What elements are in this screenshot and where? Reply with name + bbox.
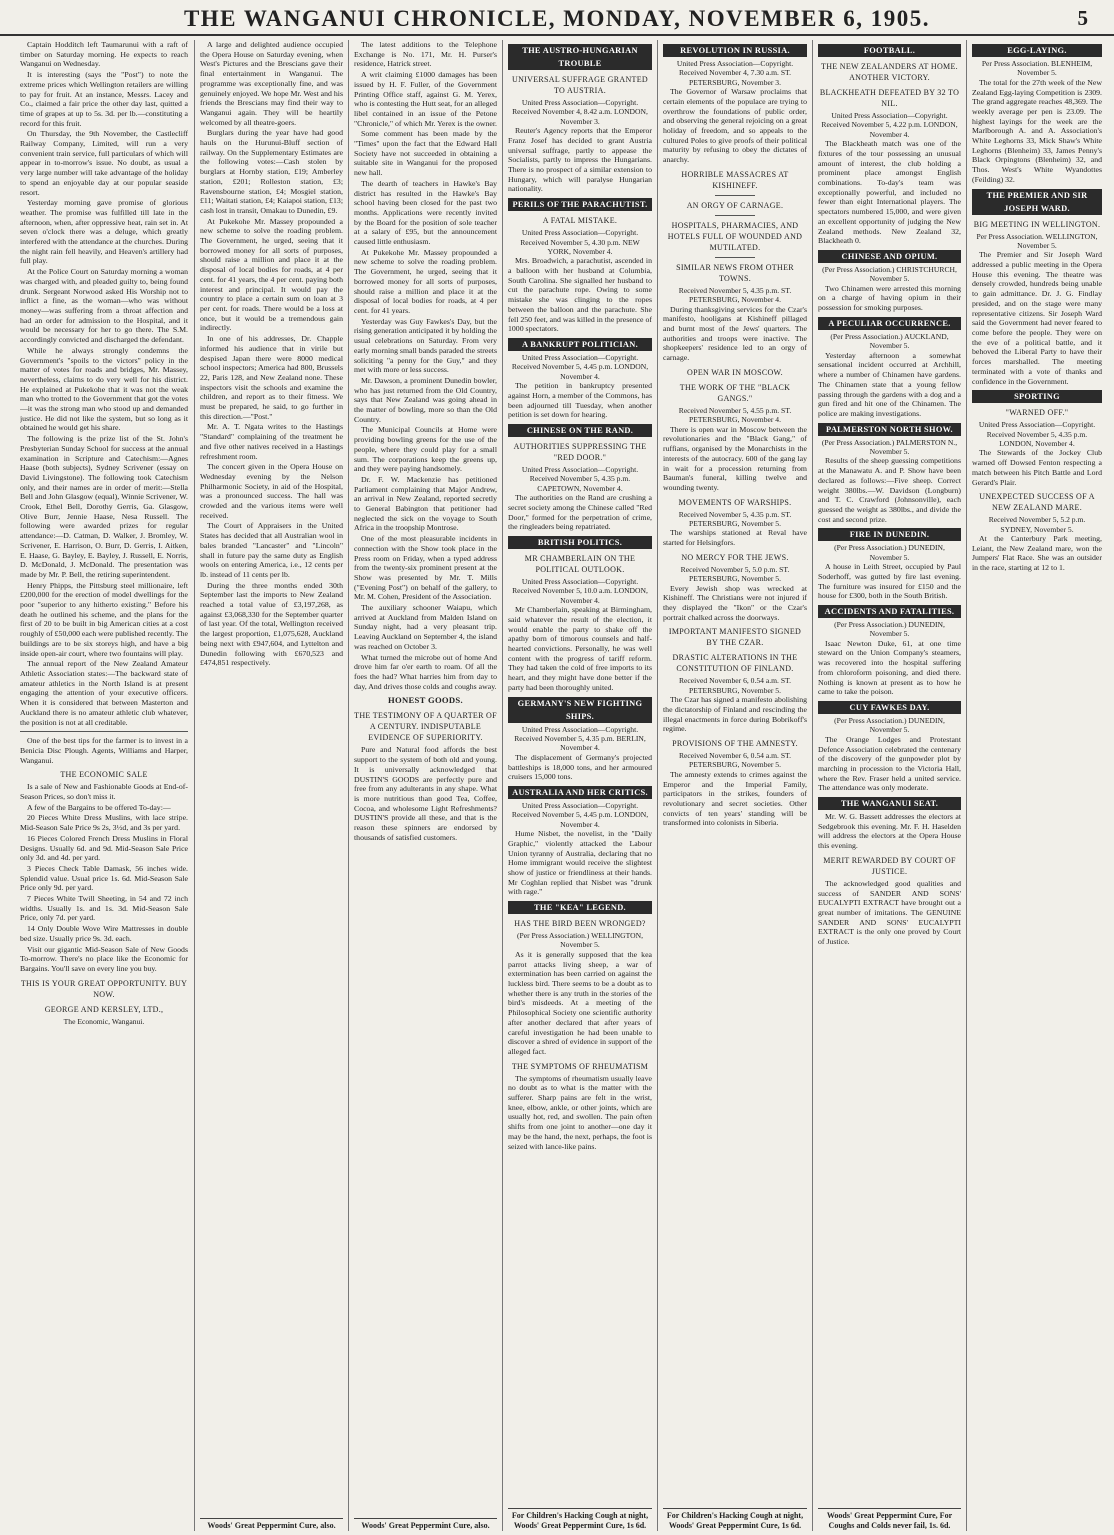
paragraph: Mr. A. T. Ngata writes to the Hastings "Standard" complaining of the treatment he and five other natives received in a Hastings refreshment room. xyxy=(200,422,343,461)
paragraph: Henry Phipps, the Pittsburg steel millionaire, left £200,000 for the erection of model dwellings for the poor "superior to any hitherto existing." Before his death he outlined his scheme, and the plans for the first of 20 to be built in big American cities at a cost roughly of £50,000 each were published recently. The buildings are to be six storeys high, and have a big inside open-air court, where two fountains will play. xyxy=(20,580,188,658)
column-5 xyxy=(663,40,807,1531)
article xyxy=(818,317,961,419)
honest-subheading: THE TESTIMONY OF A QUARTER OF A CENTURY. INDISPUTABLE EVIDENCE OF SUPERIORITY. xyxy=(354,711,497,743)
section-subheading: THE SYMPTOMS OF RHEUMATISM xyxy=(511,1061,649,1071)
paragraph: While he always strongly condemns the Government's "spoils to the victors" policy in the matter of votes for roads and bridges, Mr. Massey, nevertheless, claims to do very well for his district. He explained at Pukekohe that it was not the weak man who trotted to the Government that got the votes—it was the strong man who stood up and demanded justice. He did not like the system, but so long as it obtained he would get his share. xyxy=(20,345,188,433)
article xyxy=(818,423,961,525)
column-1 xyxy=(20,40,188,1531)
paragraph: Dr. F. W. Mackenzie has petitioned Parliament complaining that Major Andrew, an arrival in New Zealand, reported secretly to General Babington that petitioner had neglected the sick on the voyage to South Africa in the troopship Montrose. xyxy=(354,474,497,533)
article xyxy=(818,701,961,793)
section-subheading: IMPORTANT MANIFESTO SIGNED BY THE CZAR. xyxy=(668,627,802,648)
paragraph: Is a sale of New and Fashionable Goods at End-of-Season Prices, so don't miss it. xyxy=(20,782,188,802)
section-subheading: DRASTIC ALTERATIONS IN THE CONSTITUTION OF FINLAND. xyxy=(672,653,798,674)
dateline: Received November 6, 0.54 a.m. ST. PETERSBURG, November 5. xyxy=(678,676,792,695)
dateline: (Per Press Association.) DUNEDIN, November 5. xyxy=(834,543,945,562)
newspaper-page xyxy=(20,40,1102,1531)
column-rule xyxy=(194,40,195,1531)
article-text: During thanksgiving services for the Czar's manifesto, hooligans at Kishineff pillaged and burnt most of the Jews' quarters. The authorities and troops were inactive. The shopkeepers' residence led to an orgy of carnage. xyxy=(663,304,807,363)
article xyxy=(663,738,807,828)
column-7 xyxy=(972,40,1102,1531)
dateline: (Per Press Association.) CHRISTCHURCH, November 5. xyxy=(822,264,957,284)
dateline: (Per Press Association.) WELLINGTON, November 5. xyxy=(516,931,644,950)
paragraph: Some comment has been made by the "Times" upon the fact that the Edward Hall Society have not succeeded in obtaining a suitable site in Wanganui for the proposed new hall. xyxy=(354,129,497,178)
section-heading: THE PREMIER AND SIR JOSEPH WARD. xyxy=(972,189,1102,215)
article-text: The symptoms of rheumatism usually leave no doubt as to what is the matter with the sufferer. Sharp pains are felt in the wrist, knee, elbow, ankle, or other joints, which are usually hot, red, and swollen. The pain often shifts from one joint to another—one day it may be the hand, the next, perhaps, the foot is seized with lance-like pains. xyxy=(508,1073,652,1151)
article xyxy=(818,855,961,947)
article xyxy=(508,338,652,420)
paragraph: 16 Pieces Colored French Dress Muslins in Floral Designs. Usually 6d. and 9d. Mid-Season Sale Price only 3d. and 4d. per yard. xyxy=(20,833,188,863)
paragraph: The concert given in the Opera House on Wednesday evening by the Nelson Philharmonic Society, in aid of the Hospital, was a pronounced success. The hall was crowded and the various items were well received. xyxy=(200,462,343,520)
paragraph: The auxiliary schooner Waiapu, which arrived at Auckland from Malden Island on Sunday night, had a very pleasant trip. Leaving Auckland on September 4, the island was reached on October 3. xyxy=(354,603,497,651)
section-subheading: AUTHORITIES SUPPRESSING THE "RED DOOR." xyxy=(513,442,647,463)
article xyxy=(663,44,807,165)
article xyxy=(972,44,1102,185)
paragraph: The latest additions to the Telephone Exchange is No. 171, Mr. H. Purser's residence, Hatrick street. xyxy=(354,40,497,69)
section-subheading: HAS THE BIRD BEEN WRONGED? xyxy=(514,919,646,929)
dateline: United Press Association—Copyright. Received November 4, 7.30 a.m. ST. PETERSBURG, November 3. xyxy=(676,59,794,87)
section-heading: PALMERSTON NORTH SHOW. xyxy=(818,423,961,436)
dateline: (Per Press Association.) DUNEDIN, November 5. xyxy=(834,716,945,735)
dateline: Received November 5, 5.2 p.m. SYDNEY, November 5. xyxy=(988,515,1086,534)
section-heading: CUY FAWKES DAY. xyxy=(818,701,961,714)
section-heading: THE "KEA" LEGEND. xyxy=(508,901,652,914)
divider xyxy=(20,731,188,732)
article-text: Hume Nisbet, the novelist, in the "Daily Graphic," violently attacked the Labour Union tyranny of Australia, declaring that no Home immigrant would receive the slightest show of justice or friendliness at their hands. Mr Coghlan replied that Nisbet was "drunk with rage." xyxy=(508,829,652,897)
dateline: United Press Association—Copyright. Received November 5, 4.45 p.m. LONDON, November 4. xyxy=(511,800,649,829)
dateline: United Press Association—Copyright. Received November 5, 4.45 p.m. LONDON, November 4. xyxy=(511,352,649,381)
section-subheading: BLACKHEATH DEFEATED BY 32 TO NIL. xyxy=(819,88,960,108)
article-text: The Czar has signed a manifesto abolishing the dictatorship of Finland and rescinding the illegal enactments in force during Bobrikoff's regime. xyxy=(663,695,807,734)
article xyxy=(972,390,1102,487)
paragraph: During the three months ended 30th September last the imports to New Zealand reached a total value of £3,197,268, as against £3,068,330 for the September quarter of last year. Of the total, Wellington received the largest proportion, £1,075,628, Auckland being next with £947,604, and Lyttelton and Dunedin following with £670,523 and £474,851 respectively. xyxy=(200,580,343,668)
paragraph: It is interesting (says the "Post") to note the extreme prices which Wellington retailers are willing to pay for fruit. At an instance, Messrs. Lacey and Co., claimed a fair price the other day last, quitted a time of grapes at up to 5s. 3d. per lb.—constituting a record for this fruit. xyxy=(20,70,188,128)
column-rule xyxy=(657,40,658,1531)
dateline: Received November 6, 0.54 a.m. ST. PETERSBURG, November 5. xyxy=(678,751,792,770)
section-subheading: UNIVERSAL SUFFRAGE GRANTED TO AUSTRIA. xyxy=(512,75,648,95)
paragraph: 3 Pieces Check Table Damask, 56 inches wide. Splendid value. Usual price 1s. 6d. Mid-Season Sale Price only 9d. per yard. xyxy=(20,863,188,893)
column-6 xyxy=(818,40,961,1531)
paragraph: One of the best tips for the farmer is to invest in a Benicia Disc Plough. Agents, Williams and Harper, Wanganui. xyxy=(20,736,188,765)
section-subheading: MR CHAMBERLAIN ON THE POLITICAL OUTLOOK. xyxy=(524,554,636,575)
article-text: The Governor of Warsaw proclaims that certain elements of the populace are trying to overthrow the foundations of public order, and observing the general rejoicing on a great holiday of freedom, and so appeals to the cultured Poles to give proofs of their political maturity by refusing to obey the dictates of anarchy. xyxy=(663,87,807,165)
article-text: The amnesty extends to crimes against the Emperor and the Imperial Family, participators in the strikes, founders of revolutionary and secret societies. Other convicts of ten years' standing will be transformed into colonists in Siberia. xyxy=(663,769,807,828)
article-text: The Orange Lodges and Protestant Defence Association celebrated the centenary of the discovery of the gunpowder plot by marching in procession to the Victoria Hall, where the Rev. Fraser held a united service. The attendance was only moderate. xyxy=(818,734,961,793)
paragraph: At Pukekohe Mr. Massey propounded a new scheme to solve the roading problem. The Government, he urged, seeing that it borrowed money for all sorts of purposes, should raise a million and place it at the disposal of local bodies for roads, at 4 per cent. for 41 years. xyxy=(354,247,497,315)
paragraph: 20 Pieces White Dress Muslins, with lace stripe. Mid-Season Sale Price 9s 2s, 3½d, and 3s per yard. xyxy=(20,813,188,833)
section-heading: SPORTING xyxy=(972,390,1102,403)
section-heading: AUSTRALIA AND HER CRITICS. xyxy=(508,786,652,799)
page-number: 5 xyxy=(1077,6,1088,30)
advert: Woods' Great Peppermint Cure, also. xyxy=(200,1518,343,1531)
masthead xyxy=(0,0,1114,36)
section-heading: ACCIDENTS AND FATALITIES. xyxy=(818,605,961,618)
article-text: As it is generally supposed that the kea parrot attacks living sheep, a war of extermination has been carried on against the luckless bird. There seems to be a doubt as to whether there is any truth in the stories of the bird's misdeeds. At a meeting of the Philosophical Society one scientific authority after another declared that after years of careful investigation he had been unable to discover a shred of evidence in support of the alleged fact. xyxy=(508,949,652,1056)
article xyxy=(972,189,1102,387)
advert: Woods' Great Peppermint Cure, For Coughs and Colds never fail, 1s. 6d. xyxy=(818,1508,961,1531)
paragraph: One of the most pleasurable incidents in connection with the Show took place in the Press room on Friday, when a typed address from the twenty-six prominent present at the Show was presented by Mr. T. Mills ("Evening Post") on behalf of the gallery, to Mr. M. Cohen, President of the Association. xyxy=(354,534,497,602)
article xyxy=(663,497,807,548)
section-heading: GERMANY'S NEW FIGHTING SHIPS. xyxy=(508,697,652,723)
divider xyxy=(715,257,755,258)
sale-firm: GEORGE AND KERSLEY, LTD., xyxy=(44,1004,164,1014)
paragraph: At the Police Court on Saturday morning a woman was charged with, and pleaded guilty to, being found drunk. Sergeant Norwood asked His Worship not to inflict a fine, as the woman—who was without money—was suffering from a throat affection and had an order for admission to the Hospital, and it would be necessary for her to go there. The S.M. accordingly convicted and discharged the defendant. xyxy=(20,267,188,345)
newspaper-title: THE WANGANUI CHRONICLE, MONDAY, NOVEMBER 6, 1905. xyxy=(183,6,931,31)
section-subheading: THE WORK OF THE "BLACK GANGS." xyxy=(679,382,791,403)
article xyxy=(508,901,652,1057)
paragraph: What turned the microbe out of home And drove him far o'er earth to roam. Of all the foes the had? What harries him from day to day, And drives those colds and coughs away. xyxy=(354,652,497,691)
paragraph: A large and delighted audience occupied the Opera House on Saturday evening, when West's Pictures and the Brescians gave their final entertainment in Wanganui. The programme was exceptionally fine, and was genuinely enjoyed. We hope Mr. West and his friends the Brescians may find their way to Wanganui again. They will be heartily welcomed by all theatre-goers. xyxy=(200,40,343,127)
advert: Woods' Great Peppermint Cure, also. xyxy=(354,1518,497,1531)
article-text: The warships stationed at Reval have started for Helsingfors. xyxy=(663,528,807,548)
section-subheading: HOSPITALS, PHARMACIES, AND HOTELS FULL OF WOUNDED AND MUTILATED. xyxy=(667,220,803,252)
article-text: There is open war in Moscow between the revolutionaries and the "Black Gang," of ruffians, organised by the Monarchists in the interests of the autocracy. 600 of the gang lay in wait for a procession returning from Bauman's funeral, killing twelve and wounding twenty. xyxy=(663,424,807,492)
article-text: Two Chinamen were arrested this morning on a charge of having opium in their possession for smoking purposes. xyxy=(818,283,961,313)
article-text: Yesterday afternoon a somewhat sensational incident occurred at Archhill, where a number of Chinamen have gardens. The Chinamen state that a young fellow passing through the gardens with a dog and a gun fired and hit one of the Chinamen. The police are making investigations. xyxy=(818,350,961,418)
article xyxy=(818,605,961,697)
article xyxy=(818,250,961,313)
section-subheading: PROVISIONS OF THE AMNESTY. xyxy=(672,739,798,749)
section-heading: PERILS OF THE PARACHUTIST. xyxy=(508,198,652,211)
dateline: United Press Association—Copyright. Received November 5, 4.22 p.m. LONDON, November 4. xyxy=(821,111,958,139)
section-subheading: MOVEMENTS OF WARSHIPS. xyxy=(678,497,792,507)
article xyxy=(818,44,961,83)
paragraph: 7 Pieces White Twill Sheeting, in 54 and 72 inch widths. Usually 1s. and 1s. 3d. Mid-Season Sale Price, only 7d. per yard. xyxy=(20,894,188,923)
paragraph: 14 Only Double Wove Wire Mattresses in double bed size. Usually price 9s. 3d. each. xyxy=(20,924,188,943)
section-heading: CHINESE AND OPIUM. xyxy=(818,250,961,263)
article xyxy=(663,552,807,623)
dateline: United Press Association—Copyright. Received November 5, 4.30 p.m. NEW YORK, November 4. xyxy=(520,228,640,256)
paragraph: The following is the prize list of the St. John's Presbyterian Sunday School for success at the annual examination in Scripture and Catechism:—Agnes Haase (both subjects), Sydney Scrivener (essay on David Livingstone). The following took Catechism only, and their names are in order of merit:—Stella Bell and John Glasgow (equal), Winnie Scrivener, W. Crook, Ethel Bell, Dorothy Gerris, Ga. Glasgow, Olive Burr, Jennie Haase, Nesa Russell. The following were awarded prizes for regular attendance:—D. Catman, D. Walker, J. Bromley, W. Scrivener, E. Harrison, O. Burr, D. Gerris, I. Aitken, E. Haase, G. Bayley, E. Bayley, J. Russell, E. Norris, D. McDonald, J. McDonald. The presentation was made by Mr. P. Bell, the retiring superintendent. xyxy=(20,434,188,579)
section-heading: BRITISH POLITICS. xyxy=(508,536,652,549)
article-text: The Blackheath match was one of the fixtures of the tour possessing an unusual amount of interest, the club holding a prominent place amongst English combinations. To-day's team was exceptionally powerful, and included no fewer than eight International players. The spectators numbered 15,000, and were given an excellent opportunity of judging the New Zealand methods. New Zealand 32, Blackheath 0. xyxy=(818,139,961,246)
dateline: United Press Association—Copyright. Received November 5, 4.35 p.m. CAPETOWN, November 4. xyxy=(521,465,639,493)
column-2 xyxy=(200,40,343,1531)
article-text: Reuter's Agency reports that the Emperor Franz Josef has decided to grant Austria universal suffrage, partly to appease the Socialists, partly to impress the Hungarians. There is no prospect of a similar extension to Hungary, which will paralyse Hungarian nationality. xyxy=(508,126,652,194)
honest-heading: HONEST GOODS. xyxy=(388,695,463,706)
article xyxy=(508,697,652,782)
article-text: The petition in bankruptcy presented against Horn, a member of the Commons, has been adjourned till Tuesday, when another petition is set down for hearing. xyxy=(508,381,652,420)
sale-place: The Economic, Wanganui. xyxy=(63,1016,145,1026)
paragraph: Mr. Dawson, a prominent Dunedin bowler, who has just returned from the Old Country, says that New Zealand was going ahead in the matter of bowling, more so than the Old Country. xyxy=(354,375,497,424)
section-subheading: UNEXPECTED SUCCESS OF A NEW ZEALAND MARE. xyxy=(979,492,1095,513)
article xyxy=(508,44,652,194)
paragraph: A writ claiming £1000 damages has been issued by H. F. Fuller, of the Government Printing Office staff, against G. M. Yerex, who is contesting the Hutt seat, for an alleged libel contained in an issue of the Petone "Chronicle," of which Mr. Yerex is the owner. xyxy=(354,70,497,128)
dateline: Per Press Association. BLENHEIM, November 5. xyxy=(981,59,1093,78)
section-subheading: AN ORGY OF CARNAGE. xyxy=(686,200,784,210)
paragraph: At Pukekohe Mr. Massey propounded a new scheme to solve the roading problem. The Government, he urged, seeing that it borrowed money for all sorts of purposes, should raise a million and place it at the disposal of local bodies for roads, at 4 per cent. for 41 years, the 4 per cent. paying both interest and principal. It would pay the country to place a certain sum on loan at 3 per cent. for roads. There would be a loss at once, but it would be a tremendous gain indirectly. xyxy=(200,216,343,333)
section-subheading: NO MERCY FOR THE JEWS. xyxy=(681,552,789,562)
paragraph: Burglars during the year have had good hauls on the Hurunui-Bluff section of railway. On the Supplementary Estimates are the following votes:—Cash stolen by burglars at Hornby station, £19; Amberley station, £201; Rolleston station, £3; Ravensbourne station, £4; Mosgiel station, £11; Waitati station, £4; Kaiapoi station, £13; cash lost in transit, Omakau to Dunedin, £9. xyxy=(200,128,343,215)
paragraph: Yesterday morning gave promise of glorious weather. The promise was fulfilled till late in the afternoon, when, after oppressive heat, rain set in. At seven o'clock there was a deluge, which greatly interfered with the attendance at the churches. During the night rain fell heavily, and Heaven's artillery had full play. xyxy=(20,198,188,266)
paragraph: The annual report of the New Zealand Amateur Athletic Association states:—The backward state of amateur athletics in the North Island is at present engaging the attention of your executive officers. When it is considered that between Masterton and Auckland there is no amateur athletic club whatever, the position is not at all creditable. xyxy=(20,659,188,727)
dateline: United Press Association—Copyright. Received November 4, 8.42 a.m. LONDON, November 3. xyxy=(512,98,648,126)
dateline: Per Press Association. WELLINGTON, November 5. xyxy=(976,231,1098,250)
paragraph: On Thursday, the 9th November, the Castlecliff Railway Company, Limited, will run a very convenient train service, full particulars of which will appear in to-morrow's issue. No doubt, as usual a very large number will take advantage of the holiday to spend an enjoyable day at our popular seaside resort. xyxy=(20,129,188,197)
dateline: Received November 5, 4.35 p.m. ST. PETERSBURG, November 5. xyxy=(678,509,792,529)
article xyxy=(663,262,807,363)
paragraph: Captain Hodditch left Taumarunui with a raft of timber on Saturday morning. He expects to reach Wanganui on Wednesday. xyxy=(20,40,188,69)
section-heading: REVOLUTION IN RUSSIA. xyxy=(663,44,807,57)
article-text: Every Jewish shop was wrecked at Kishineff. The Christians were not injured if they displayed the "Ikon" or the Czar's portrait chalked across the doorways. xyxy=(663,583,807,622)
column-4 xyxy=(508,40,652,1531)
article xyxy=(508,198,652,334)
advert: For Children's Hacking Cough at night, Woods' Great Peppermint Cure, 1s 6d. xyxy=(663,1508,807,1531)
section-subheading: "WARNED OFF." xyxy=(1005,408,1069,418)
sale-heading: THE ECONOMIC SALE xyxy=(60,770,148,780)
dateline: (Per Press Association.) DUNEDIN, November 5. xyxy=(834,619,945,639)
section-heading: EGG-LAYING. xyxy=(972,44,1102,57)
article-text: Mr Chamberlain, speaking at Birmingham, said whatever the result of the election, it would enable the party to shake off the apathy born of timorous counsels and half-hearted convictions. Personally, he was well content with the progress of tariff reform. They had taken the cold of free imports to its heart, and they might have done better if the party had been thoroughly united. xyxy=(508,605,652,692)
dateline: Received November 5, 5.0 p.m. ST. PETERSBURG, November 5. xyxy=(680,564,790,584)
article xyxy=(818,87,961,246)
paragraph: The Municipal Councils at Home were providing bowling greens for the use of the people, where they could play for a small sum. The corporations keep the greens up, and they were paying handsomely. xyxy=(354,425,497,474)
article-text: A house in Leith Street, occupied by Paul Soderhoff, was gutted by fire last evening. The furniture was insured for £150 and the house for £300, both in the South British. xyxy=(818,562,961,601)
column-rule xyxy=(812,40,813,1531)
section-heading: FIRE IN DUNEDIN. xyxy=(818,528,961,541)
dateline: United Press Association—Copyright. Received November 5, 4.35 p.m. LONDON, November 4. xyxy=(978,420,1096,449)
column-rule xyxy=(348,40,349,1531)
article-text: Results of the sheep guessing competitions at the Manawatu A. and P. Show have been declared as follows:—Five sheep. Correct weight 380lbs.—W. Davidson (Longburn) and T. C. Crawford (Johnsonville), each guessed the weight as 380lbs., and divide the cost and second prize. xyxy=(818,456,961,524)
article xyxy=(818,528,961,601)
advert: For Children's Hacking Cough at night, Woods' Great Peppermint Cure, 1s 6d. xyxy=(508,1508,652,1531)
paragraph: In one of his addresses, Dr. Chapple informed his audience that in virile but despised Japan there were 8000 medical school inspectors; America had 800, Brussels 22, Paris 128, and New Zealand none. These inspectors visit the schools and examine the children, and report as to their fitness. We must be prepared, he said, to go further in this direction.—"Post." xyxy=(200,334,343,421)
section-heading: THE WANGANUI SEAT. xyxy=(818,797,961,810)
section-subheading: OPEN WAR IN MOSCOW. xyxy=(687,367,783,377)
article xyxy=(972,491,1102,573)
section-subheading: MERIT REWARDED BY COURT OF JUSTICE. xyxy=(823,855,956,876)
sale-closing: THIS IS YOUR GREAT OPPORTUNITY. BUY NOW. xyxy=(20,978,188,999)
article-text: At the Canterbury Park meeting, Leiant, the New Zealand mare, won the Jumpers' Flat Race. She was an outsider in the race, starting at 12 to 1. xyxy=(972,534,1102,573)
section-heading: FOOTBALL. xyxy=(818,44,961,57)
article-text: The Premier and Sir Joseph Ward addressed a public meeting in the Opera House this evening. The theatre was densely crowded, hundreds being unable to gain admittance. Dr. J. G. Findlay presided, and on the stage were many representative citizens. Sir Joseph Ward said the Government had never feared to come before the people. They were on the eve of a political battle, and it behoved the Liberal Party to have their forces marshalled. The meeting terminated with a vote of thanks and confidence in the Government. xyxy=(972,250,1102,386)
article xyxy=(508,424,652,532)
paragraph: The dearth of teachers in Hawke's Bay district has resulted in the Hawke's Bay school having been closed for the past two months. Applications were recently invited by the Board for the position of sole teacher at a salary of £95, but the announcement caused little enthusiasm. xyxy=(354,178,497,247)
section-subheading: BIG MEETING IN WELLINGTON. xyxy=(973,219,1101,229)
article xyxy=(818,797,961,851)
article-text: Isaac Newton Duke, 61, at one time steward on the Union Company's steamers, was recovered into the hospital suffering from chloroform poisoning, and died there. Nothing is known at present as to how he came to take the poison. xyxy=(818,638,961,697)
dateline: (Per Press Association.) PALMERSTON N., November 5. xyxy=(821,437,958,457)
dateline: Received November 5, 4.55 p.m. ST. PETERSBURG, November 4. xyxy=(678,405,792,425)
column-rule xyxy=(502,40,503,1531)
article xyxy=(508,786,652,897)
article xyxy=(508,1061,652,1152)
section-subheading: A FATAL MISTAKE. xyxy=(542,216,618,226)
paragraph: Visit our gigantic Mid-Season Sale of New Goods To-morrow. There's no place like the Economic for Bargains. You'll save on every line you buy. xyxy=(20,944,188,973)
article-text: The acknowledged good qualities and success of SANDER AND SONS' EUCALYPTI EXTRACT have brought out a great number of imitations. The GENUINE SANDER AND SONS' EUCALYPTI EXTRACT is the only one proved by Court of Justice. xyxy=(818,878,961,947)
dateline: United Press Association—Copyright. Received November 5, 10.0 a.m. LONDON, November 4. xyxy=(512,577,648,605)
article-text: The Stewards of the Jockey Club warned off Dowsed Fenton respecting a match between his Pitch Battle and Lord Gerard's Plair. xyxy=(972,448,1102,487)
section-subheading: HORRIBLE MASSACRES AT KISHINEFF. xyxy=(681,169,789,190)
dateline: Received November 5, 4.35 p.m. ST. PETERSBURG, November 4. xyxy=(678,285,792,305)
divider xyxy=(715,195,755,196)
paragraph: Yesterday was Guy Fawkes's Day, but the rising generation anticipated it by holding the usual celebrations on Saturday. From very early morning small bands paraded the streets soliciting "a penny for the Guy," and they met with more or less success. xyxy=(354,316,497,375)
paragraph: A few of the Bargains to be offered To-day:— xyxy=(27,802,171,812)
article xyxy=(663,652,807,734)
section-heading: A PECULIAR OCCURRENCE. xyxy=(818,317,961,330)
article-text: Mrs. Broadwich, a parachutist, ascended in a balloon with her husband at Columbia, South Carolina. She signalled her husband to cut the parachute rope. Owing to some mistake she was clinging to the ropes between the balloon and the parachute. She fell 250 feet, and was killed in the presence of 1000 spectators. xyxy=(508,256,652,334)
column-3 xyxy=(354,40,497,1531)
dateline: (Per Press Association.) AUCKLAND, November 5. xyxy=(830,331,949,351)
article-text: The displacement of Germany's projected battleships is 18,000 tons, and her armoured cruisers 15,000 tons. xyxy=(508,752,652,782)
divider xyxy=(715,215,755,216)
col1-paragraphs xyxy=(20,40,188,727)
section-subheading: THE NEW ZEALANDERS AT HOME. ANOTHER VICTORY. xyxy=(821,62,958,82)
column-rule xyxy=(966,40,967,1531)
article xyxy=(508,536,652,693)
section-subheading: SIMILAR NEWS FROM OTHER TOWNS. xyxy=(676,262,794,283)
dateline: United Press Association—Copyright. Received November 5, 4.35 p.m. BERLIN, November 4. xyxy=(514,724,646,753)
article-text: Mr. W. G. Bassett addresses the electors at Sedgebrook this evening. Mr. F. H. Haselden will address the electors at the Opera House this evening. xyxy=(818,812,961,851)
section-heading: THE AUSTRO-HUNGARIAN TROUBLE xyxy=(508,44,652,70)
article-text: The authorities on the Rand are crushing a secret society among the Chinese called "Red Door," formed for the perpetration of crime, the ringleaders being repatriated. xyxy=(508,493,652,532)
paragraph: The Court of Appraisers in the United States has decided that all Australian wool in bales branded "Lancaster" and "Lincoln" shall in future pay the same duty as English wools on entering America, i.e., 12 cents per lb. instead of 11 cents per lb. xyxy=(200,521,343,579)
paragraph: Pure and Natural food affords the best support to the system of both old and young. It is universally acknowledged that DUSTIN'S GOODS are perfectly pure and free from any adulterants in any shape. What is more nutritious than good Tea, Coffee, Cocoa, and wholesome Light Refreshments? DUSTIN'S provide all these, and that is the reason these spinners are endorsed by thousands of satisfied customers. xyxy=(354,745,497,842)
section-heading: A BANKRUPT POLITICIAN. xyxy=(508,338,652,351)
article-text: The total for the 27th week of the New Zealand Egg-laying Competition is 2309. The grand aggregate reaches 48,369. The weekly average per pen is 23.09. The highest layings for the week are the Marlborough A. and A. Association's White Leghorns 33, Mick Shaw's White Leghorns (Blenheim) 33, James Penny's Black Orpingtons (Blenheim) 32, and Thos. West's White Wyandottes (Feilding) 32. xyxy=(972,77,1102,184)
section-heading: CHINESE ON THE RAND. xyxy=(508,424,652,437)
article xyxy=(663,382,807,493)
